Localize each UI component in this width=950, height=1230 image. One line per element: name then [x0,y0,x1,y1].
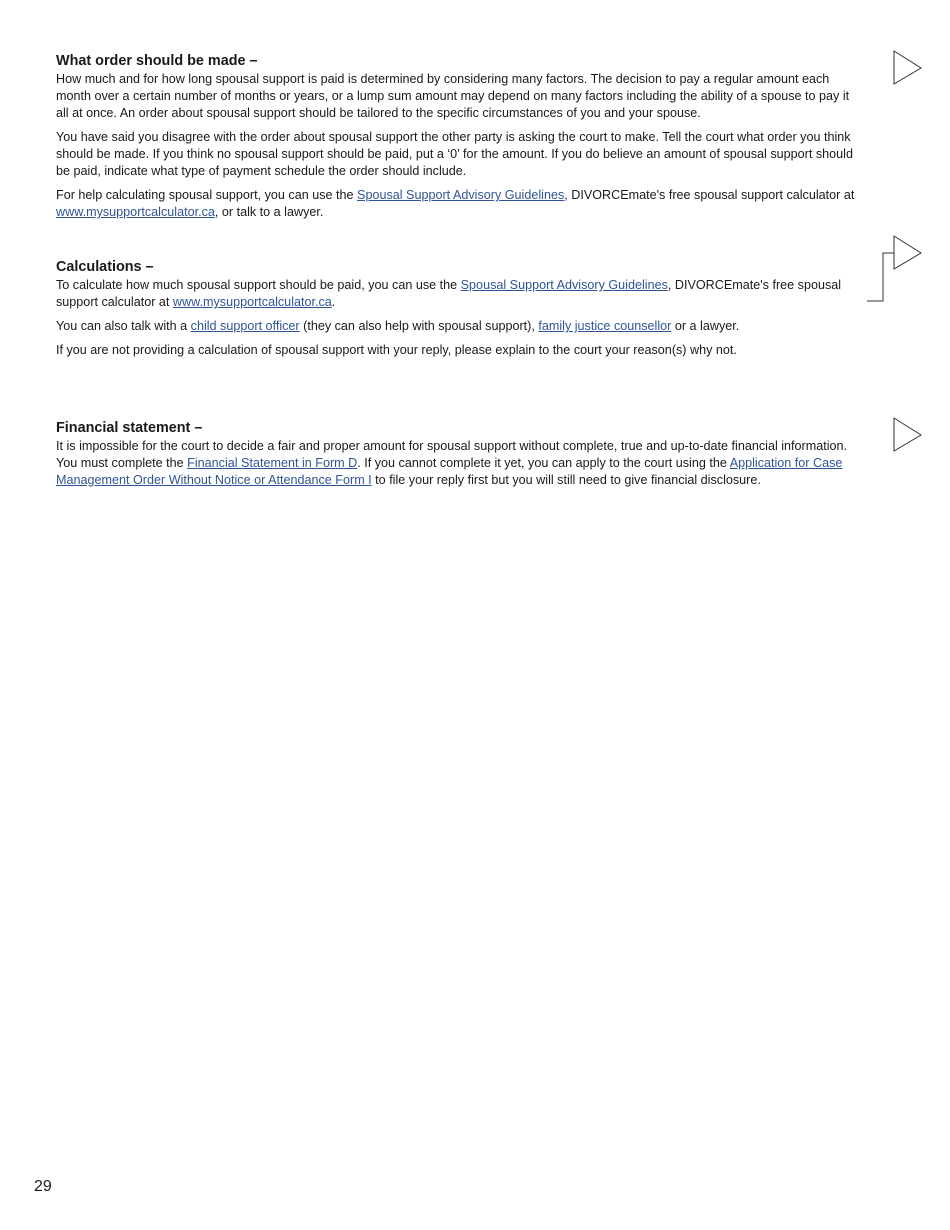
triangle-arrow-icon [892,50,924,86]
text: For help calculating spousal support, you can use the [56,188,358,202]
text: To calculate how much spousal support should be paid, you can use the [56,278,461,292]
link-mysupportcalculator[interactable]: www.mysupportcalculator.ca [56,205,215,219]
triangle-arrow-icon [892,417,924,453]
text: (they can also help with spousal support), [299,319,539,333]
paragraph [56,438,862,489]
link-spousal-support-guidelines[interactable]: Spousal Support Advisory Guidelines [357,188,565,202]
text: , DIVORCEmate's free spousal support calculator at [564,188,855,202]
paragraph [56,187,862,221]
text: , or talk to a lawyer. [214,205,324,219]
link-spousal-support-guidelines[interactable]: Spousal Support Advisory Guidelines [460,278,668,292]
text: . [331,295,336,309]
text: You can also talk with a [56,319,191,333]
paragraph [56,277,862,311]
text: It is impossible for the court to decide a fair and proper amount for spousal support without complete, true and up-to-date financial information. You must complete the [56,439,848,470]
section-what-order [56,53,862,228]
text: to file your reply first but you will still need to give financial disclosure. [371,473,761,487]
text: . If you cannot complete it yet, you can apply to the court using the [357,456,730,470]
link-family-justice-counsellor[interactable]: family justice counsellor [538,319,672,333]
link-financial-statement-form-d[interactable]: Financial Statement in Form D [187,456,358,470]
section-financial-statement [56,420,862,496]
section-heading: Financial statement – [56,420,203,436]
section-calculations [56,259,862,366]
section-heading: Calculations – [56,259,154,275]
text: , DIVORCEmate's free spousal support calculator at [56,278,842,309]
paragraph: How much and for how long spousal support is paid is determined by considering many factors. The decision to pay a regular amount each month over a certain number of months or years, or a lump sum amount may depend on many factors including the ability of a spouse to pay it all at once. An order about spousal support should be tailored to the specific circumstances of you and your spouse. [56,72,850,120]
link-case-management-order-form-i[interactable]: Application for Case Management Order Without Notice or Attendance Form I [56,456,843,487]
section-heading: What order should be made – [56,53,258,69]
paragraph [56,318,862,335]
triangle-arrow-connector-icon [864,235,924,305]
paragraph: If you are not providing a calculation of spousal support with your reply, please explain to the court your reason(s) why not. [56,343,737,357]
page-number: 29 [34,1178,52,1195]
link-mysupportcalculator[interactable]: www.mysupportcalculator.ca [172,295,332,309]
link-child-support-officer[interactable]: child support officer [190,319,300,333]
paragraph: You have said you disagree with the order about spousal support the other party is asking the court to make. Tell the court what order you think should be made. If you think no spousal support should be paid, put a ‘0’ for the amount. If you do believe an amount of spousal support should be paid, indicate what type of payment schedule the order should include. [56,130,853,178]
text: or a lawyer. [671,319,740,333]
